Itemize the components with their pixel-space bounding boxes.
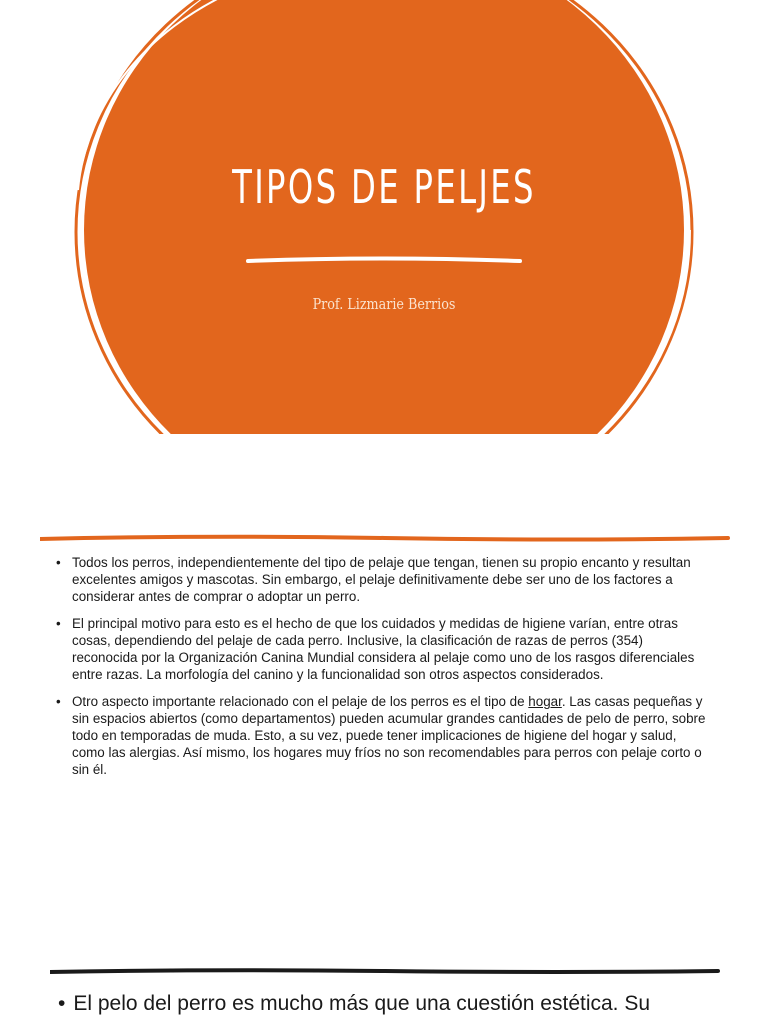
content-slide [0, 526, 768, 961]
slide-gap [0, 434, 768, 530]
bullet-text-after: . Las casas pequeñas y sin espacios abiertos (como departamentos) pueden acumular grandes cantidades de pelo de perro, sobre todo en temporadas de muda. Esto, a su vez, puede tener implicaciones de higiene del hogar y salud, como las alergias. Así mismo, los hogares muy fríos no son recomendables para perros con pelaje corto o sin él. [72, 694, 706, 777]
bullet-list [56, 554, 706, 788]
bullet-text-before: Otro aspecto importante relacionado con el pelaje de los perros es el tipo de [72, 694, 529, 709]
orange-divider [40, 532, 730, 544]
list-item [56, 615, 706, 683]
bullet-text: Todos los perros, independientemente del tipo de pelaje que tengan, tienen su propio encanto y resultan excelentes amigos y mascotas. Sin embargo, el pelaje definitivamente debe ser uno de los factores a considerar antes de comprar o adoptar un perro. [72, 555, 691, 604]
slide-title: TIPOS DE PELJES [232, 160, 536, 214]
bullet-dot: • [56, 616, 61, 631]
black-divider [50, 966, 720, 976]
bullet-text: El principal motivo para esto es el hecho de que los cuidados y medidas de higiene varían, entre otras cosas, dependiendo del pelaje de cada perro. Inclusive, la clasificación de razas de perros (354) reconocida por la Organización Canina Mundial considera al pelaje como uno de los rasgos diferenciales entre razas. La morfología del canino y la funcionalidad son otros aspectos considerados. [72, 616, 695, 682]
list-item [56, 554, 706, 605]
title-slide [0, 0, 768, 434]
list-item [56, 693, 706, 778]
bullet-dot: • [56, 694, 61, 709]
bullet-dot: • [58, 992, 66, 1015]
slide-subtitle: Prof. Lizmarie Berrios [312, 295, 456, 313]
hogar-link[interactable]: hogar [528, 694, 562, 709]
next-slide [0, 962, 768, 1024]
bullet-dot: • [56, 555, 61, 570]
orange-circle-graphic [0, 0, 768, 434]
slide3-bullet-text: El pelo del perro es mucho más que una cuestión estética. Su [73, 992, 651, 1015]
slide3-text [58, 992, 748, 1016]
